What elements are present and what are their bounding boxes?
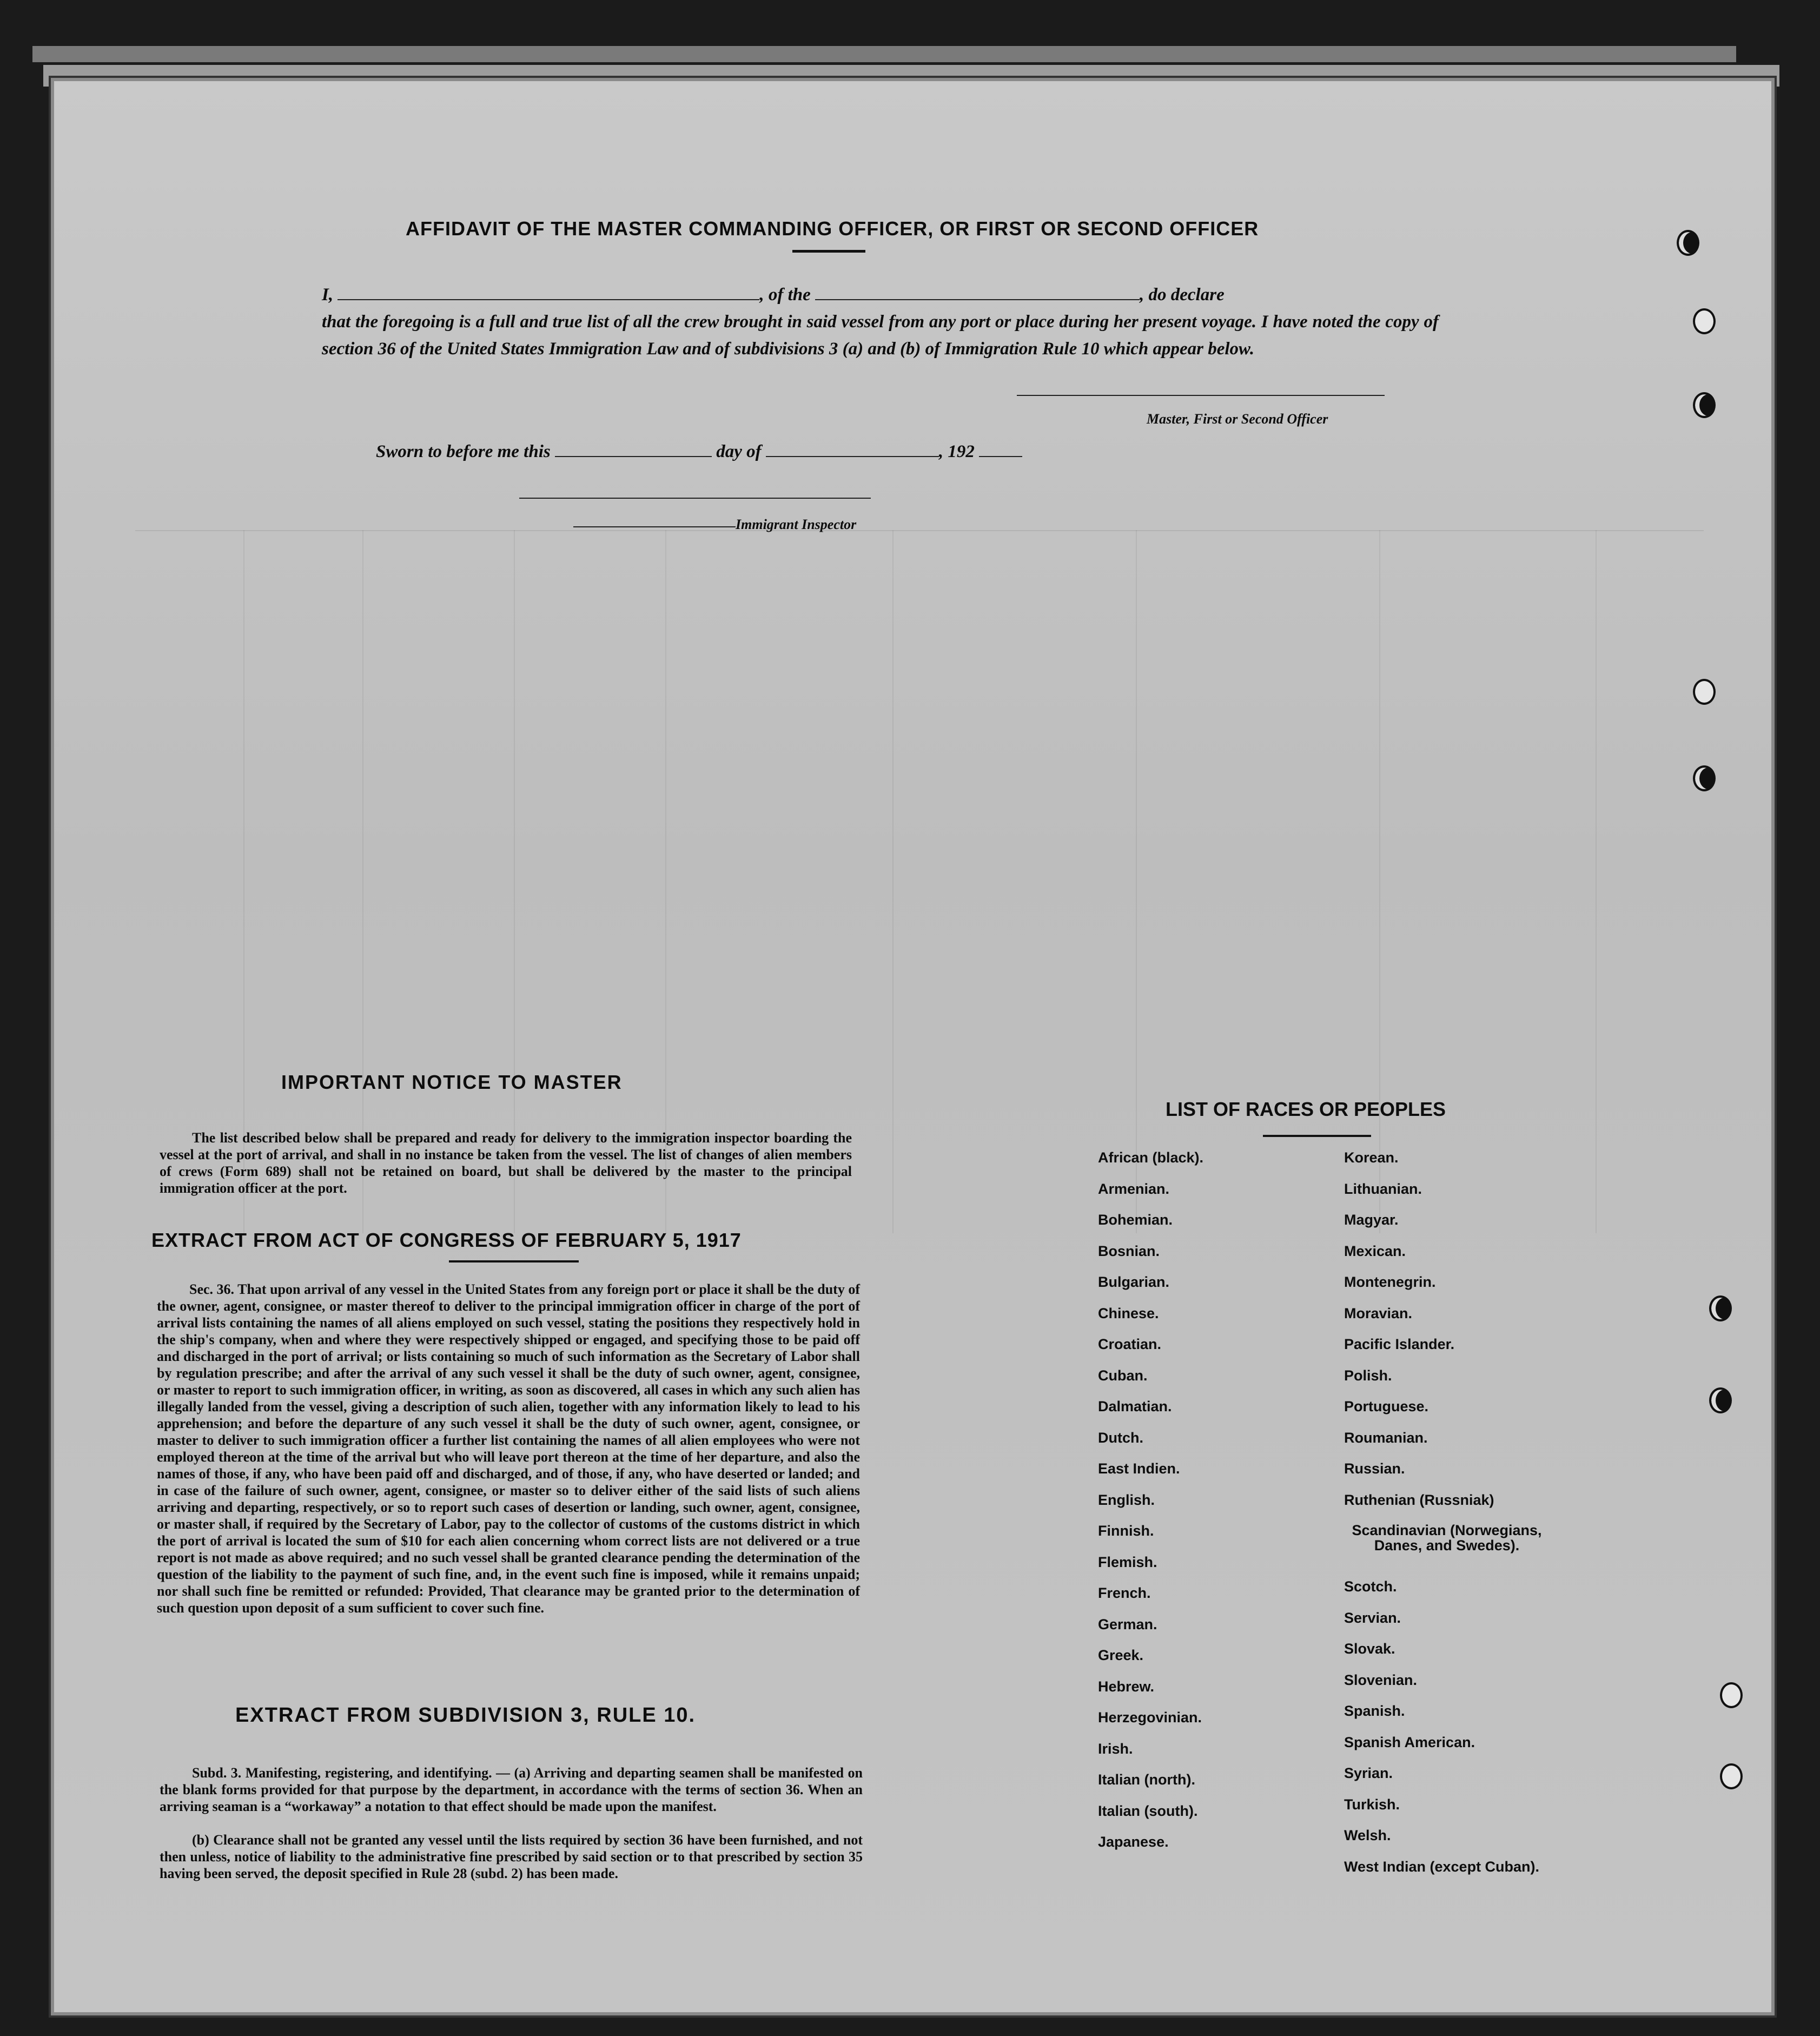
title-underline — [792, 250, 865, 253]
binder-hole — [1720, 1763, 1743, 1789]
rule-extract-text-a: Subd. 3. Manifesting, registering, and identifying. — (a) Arriving and departing seamen shall be manifested on the blank forms provided for that purpose by the department, in accordance with the terms of section 36. When an arriving seaman is a “workaway” a notation to that effect should be made upon the manifest. — [160, 1765, 863, 1814]
race-item: Armenian. — [1098, 1180, 1170, 1197]
do-declare-label: , do declare — [1140, 285, 1225, 305]
race-item: Bohemian. — [1098, 1212, 1173, 1228]
race-item: East Indien. — [1098, 1460, 1180, 1477]
sworn-label: Sworn to before me this — [376, 442, 551, 461]
race-item: Japanese. — [1098, 1834, 1169, 1850]
year-prefix: , 192 — [938, 442, 975, 461]
race-item: Cuban. — [1098, 1367, 1148, 1384]
race-item: Roumanian. — [1344, 1429, 1428, 1446]
race-item: Herzegovinian. — [1098, 1709, 1202, 1726]
day-of-label: day of — [716, 442, 762, 461]
binder-hole — [1693, 765, 1716, 791]
race-item: Chinese. — [1098, 1305, 1159, 1321]
act-extract-text: Sec. 36. That upon arrival of any vessel in the United States from any foreign port or place it shall be the duty of the owner, agent, consignee, or master thereof to deliver to the principal immigration officer in charge of the port of arrival lists containing the names of all aliens employed on such vessel, stating the positions they respectively hold in the ship's company, when and where they were respectively shipped or engaged, and specifying those to be paid off and discharged in the port of arrival; or lists containing so much of such information as the Secretary of Labor shall by regulation prescribe; and after the arrival of any such vessel it shall be the duty of such owner, agent, consignee, or master to report to such immigration officer, in writing, as soon as discovered, all cases in which any such alien has illegally landed from the vessel, giving a description of such alien, together with any information likely to lead to his apprehension; and before the departure of any such vessel it shall be the duty of such owner, agent, consignee, or master to deliver to such immigration officer a further list containing the names of all alien employees who were not employed thereon at the time of the arrival but who will leave port thereon at the time of her departure, and also the names of those, if any, who have been paid off and discharged, and of those, if any, who have deserted or landed; and in case of the failure of such owner, agent, consignee, or master so to deliver either of the said lists of such aliens arriving and departing, respectively, or so to report such cases of desertion or landing, such owner, agent, consignee, or master shall, if required by the Secretary of Labor, pay to the collector of customs of the customs district in which the port of arrival is located the sum of $10 for each alien concerning whom correct lists are not delivered or a true report is not made as above required; and no such vessel shall be granted clearance pending the determination of the question of the liability to the payment of such fine, and, in the event such fine is imposed, while it remains unpaid; nor shall such fine be remitted or refunded: Provided, That clearance may be granted prior to the determination of such question upon deposit of a sum sufficient to cover such fine. — [157, 1281, 860, 1616]
race-item: West Indian (except Cuban). — [1344, 1858, 1540, 1875]
inspector-name-line — [573, 526, 736, 527]
underlying-page-edge — [32, 46, 1736, 62]
races-left-column — [1098, 1149, 1325, 1865]
act-title-underline — [449, 1260, 579, 1262]
race-item: German. — [1098, 1616, 1157, 1632]
race-item: Korean. — [1344, 1149, 1399, 1166]
races-title-underline — [1263, 1135, 1371, 1137]
race-item: Bulgarian. — [1098, 1274, 1170, 1290]
race-item: Spanish. — [1344, 1703, 1405, 1719]
race-item: Spanish American. — [1344, 1734, 1475, 1750]
race-item: African (black). — [1098, 1149, 1204, 1166]
race-item: Ruthenian (Russniak) — [1344, 1491, 1494, 1508]
race-item: Italian (north). — [1098, 1771, 1195, 1788]
race-item: Scandinavian (Norwegians, Danes, and Swedes). — [1352, 1522, 1542, 1554]
vessel-blank[interactable] — [815, 285, 1140, 300]
race-item: Magyar. — [1344, 1212, 1399, 1228]
race-item: Slovenian. — [1344, 1671, 1418, 1688]
binder-hole — [1677, 230, 1699, 256]
binder-hole — [1693, 392, 1716, 418]
race-item: Syrian. — [1344, 1765, 1393, 1781]
sworn-day-blank[interactable] — [555, 442, 712, 457]
race-item: Servian. — [1344, 1609, 1401, 1626]
rule-extract-title: EXTRACT FROM SUBDIVISION 3, RULE 10. — [235, 1704, 696, 1727]
i-label: I, — [322, 285, 334, 305]
race-item: Mexican. — [1344, 1242, 1406, 1259]
race-item: Polish. — [1344, 1367, 1392, 1384]
race-item: Moravian. — [1344, 1305, 1413, 1321]
races-right-column — [1344, 1149, 1625, 1889]
race-item: Croatian. — [1098, 1336, 1162, 1352]
race-item: English. — [1098, 1491, 1155, 1508]
race-item: Italian (south). — [1098, 1802, 1198, 1819]
inspector-signature-line[interactable] — [519, 498, 871, 499]
inspector-label: Immigrant Inspector — [736, 517, 857, 532]
affidavit-first-line — [322, 281, 1436, 308]
master-signature-line[interactable] — [1017, 395, 1385, 396]
sworn-month-blank[interactable] — [766, 442, 939, 457]
year-blank[interactable] — [979, 442, 1022, 457]
race-item: Slovak. — [1344, 1641, 1395, 1657]
document-page — [54, 81, 1771, 2012]
binder-hole — [1693, 679, 1716, 705]
race-item: Turkish. — [1344, 1796, 1400, 1813]
race-item: Dalmatian. — [1098, 1398, 1172, 1414]
binder-hole — [1709, 1295, 1732, 1321]
race-item: Dutch. — [1098, 1429, 1143, 1446]
races-title: LIST OF RACES OR PEOPLES — [1166, 1098, 1446, 1120]
race-item: Greek. — [1098, 1647, 1144, 1663]
binder-hole — [1720, 1682, 1743, 1708]
race-item: French. — [1098, 1585, 1151, 1601]
act-extract-title: EXTRACT FROM ACT OF CONGRESS OF FEBRUARY 5, 1917 — [151, 1229, 742, 1251]
rule-extract-text-b: (b) Clearance shall not be granted any vessel until the lists required by section 36 have been furnished, and not then unless, notice of liability to the administrative fine prescribed by said section or to that prescribed by section 35 having been served, the deposit specified in Rule 28 (subd. 2) has been made. — [160, 1832, 863, 1881]
bleed-through-columns — [135, 530, 1704, 1233]
of-the-label: , of the — [759, 285, 811, 305]
race-item: Pacific Islander. — [1344, 1336, 1455, 1352]
name-blank[interactable] — [337, 285, 759, 300]
affidavit-text: that the foregoing is a full and true list of all the crew brought in said vessel from any port or place during her present voyage. I have noted the copy of section 36 of the United States Immigration Law and of subdivisions 3 (a) and (b) of Immigration Rule 10 which appear below. — [322, 312, 1439, 359]
race-item: Montenegrin. — [1344, 1274, 1436, 1290]
race-item: Lithuanian. — [1344, 1180, 1422, 1197]
race-item: Russian. — [1344, 1460, 1405, 1477]
binder-hole — [1693, 308, 1716, 334]
race-item: Bosnian. — [1098, 1242, 1160, 1259]
race-item: Hebrew. — [1098, 1678, 1155, 1695]
notice-text: The list described below shall be prepared and ready for delivery to the immigration inspector boarding the vessel at the port of arrival, and shall in no instance be taken from the vessel. The list of changes of alien members of crews (Form 689) shall not be retained on board, but shall be delivered by the master to the principal immigration officer at the port. — [160, 1130, 852, 1196]
race-item: Welsh. — [1344, 1827, 1391, 1843]
binder-hole — [1709, 1387, 1732, 1413]
sworn-line — [376, 438, 1133, 465]
affidavit-title: AFFIDAVIT OF THE MASTER COMMANDING OFFICER, OR FIRST OR SECOND OFFICER — [406, 217, 1259, 240]
race-item: Finnish. — [1098, 1523, 1154, 1539]
master-signature-label: Master, First or Second Officer — [1147, 411, 1328, 427]
race-item: Flemish. — [1098, 1554, 1157, 1570]
race-item: Portuguese. — [1344, 1398, 1429, 1414]
notice-title: IMPORTANT NOTICE TO MASTER — [281, 1071, 623, 1093]
race-item: Irish. — [1098, 1740, 1133, 1757]
race-item: Scotch. — [1344, 1578, 1397, 1595]
